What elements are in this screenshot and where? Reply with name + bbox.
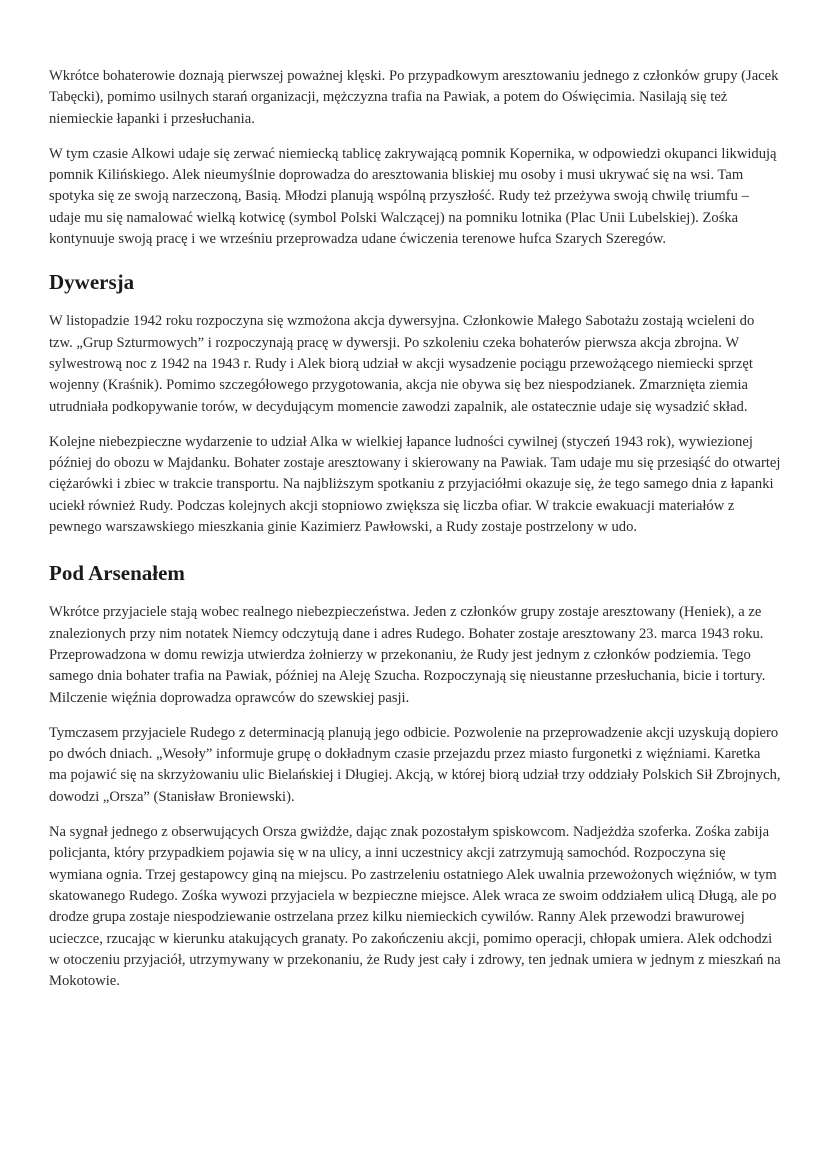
paragraph: Wkrótce przyjaciele stają wobec realnego niebezpieczeństwa. Jeden z członków grupy zostaje aresztowany (Heniek), a ze znalezionych przy nim notatek Niemcy odczytują dane i adres Rudego. Bohater zostaje aresztowany 23. marca 1943 roku. Przeprowadzona w domu rewizja utwierdza żołnierzy w przekonaniu, że Rudy jest jednym z członków podziemia. Tego samego dnia bohater trafia na Pawiak, później na Aleję Szucha. Rozpoczynają się nieustanne przesłuchania, bicie i tortury. Milczenie więźnia doprowadza oprawców do szewskiej pasji. bbox=[49, 604, 766, 706]
section-heading-dywersja: Dywersja bbox=[49, 270, 135, 295]
paragraph: Na sygnał jednego z obserwujących Orsza gwiżdże, dając znak pozostałym spiskowcom. Nadjeżdża szoferka. Zośka zabija policjanta, który przypadkiem pojawia się w na ulicy, a inni uczestnicy akcji zatrzymują samochód. Rozpoczyna się wymiana ognia. Trzej gestapowcy giną na miejscu. Po zastrzeleniu ostatniego Alek uwalnia przewożonych więźniów, w tym skatowanego Rudego. Zośka wywozi przyjaciela w bezpieczne miejsce. Alek wraca ze swoim oddziałem ulicą Długą, ale po drodze grupa zostaje niespodziewanie ostrzelana przez kilku niemieckich cywilów. Ranny Alek przewodzi brawurowej ucieczce, rzucając w kierunku atakujących granaty. Po zakończeniu akcji, pomimo operacji, chłopak umiera. Alek odchodzi w otoczeniu przyjaciół, utrzymywany w przekonaniu, że Rudy jest cały i zdrowy, ten jednak umiera w jednym z mieszkań na Mokotowie. bbox=[49, 824, 781, 990]
paragraph: Tymczasem przyjaciele Rudego z determinacją planują jego odbicie. Pozwolenie na przeprowadzenie akcji uzyskują dopiero po dwóch dniach. „Wesoły” informuje grupę o dokładnym czasie przejazdu przez miasto furgonetki z więźniami. Karetka ma pojawić się na skrzyżowaniu ulic Bielańskiej i Długiej. Akcją, w której biorą udział trzy oddziały Polskich Sił Zbrojnych, dowodzi „Orsza” (Stanisław Broniewski). bbox=[49, 724, 781, 805]
document-page bbox=[49, 66, 781, 1006]
section-heading-pod-arsenalem: Pod Arsenałem bbox=[49, 561, 185, 586]
paragraph: W listopadzie 1942 roku rozpoczyna się wzmożona akcja dywersyjna. Członkowie Małego Sabotażu zostają wcieleni do tzw. „Grup Szturmowych” i rozpoczynają pracę w dywersji. Po szkoleniu czeka bohaterów pierwsza akcja zbrojna. W sylwestrową noc z 1942 na 1943 r. Rudy i Alek biorą udział w akcji wysadzenie pociągu przewożącego niemiecki sprzęt wojenny (Kraśnik). Pomimo szczegółowego przygotowania, akcja nie obywa się bez niespodzianek. Zmarznięta ziemia utrudniała podkopywanie torów, w decydującym momencie zawodzi zapalnik, ale ostatecznie udaje się wysadzić skład. bbox=[49, 313, 755, 415]
paragraph: Wkrótce bohaterowie doznają pierwszej poważnej klęski. Po przypadkowym aresztowaniu jednego z członków grupy (Jacek Tabęcki), pomimo usilnych starań organizacji, mężczyzna trafia na Pawiak, a potem do Oświęcimia. Nasilają się też niemieckie łapanki i przesłuchania. bbox=[49, 68, 779, 127]
paragraph: Kolejne niebezpieczne wydarzenie to udział Alka w wielkiej łapance ludności cywilnej (styczeń 1943 rok), wywiezionej później do obozu w Majdanku. Bohater zostaje aresztowany i skierowany na Pawiak. Tam udaje mu się przesiąść do otwartej ciężarówki i zbiec w trakcie transportu. Na najbliższym spotkaniu z przyjaciółmi okazuje się, że tego samego dnia z łapanki uciekł również Rudy. Podczas kolejnych akcji stopniowo zwiększa się liczba ofiar. W trakcie ewakuacji materiałów z pewnego warszawskiego mieszkania ginie Kazimierz Pawłowski, a Rudy zostaje postrzelony w udo. bbox=[49, 433, 781, 536]
paragraph: W tym czasie Alkowi udaje się zerwać niemiecką tablicę zakrywającą pomnik Kopernika, w odpowiedzi okupanci likwidują pomnik Kilińskiego. Alek nieumyślnie doprowadza do aresztowania bliskiej mu osoby i musi ukrywać się na wsi. Tam spotyka się ze swoją narzeczoną, Basią. Młodzi planują wspólną przyszłość. Rudy też przeżywa swoją chwilę triumfu – udaje mu się namalować wielką kotwicę (symbol Polski Walczącej) na pomniku lotnika (Plac Unii Lubelskiej). Zośka kontynuuje swoją pracę i we wrześniu przeprowadza udane ćwiczenia terenowe hufca Szarych Szeregów. bbox=[49, 145, 777, 248]
